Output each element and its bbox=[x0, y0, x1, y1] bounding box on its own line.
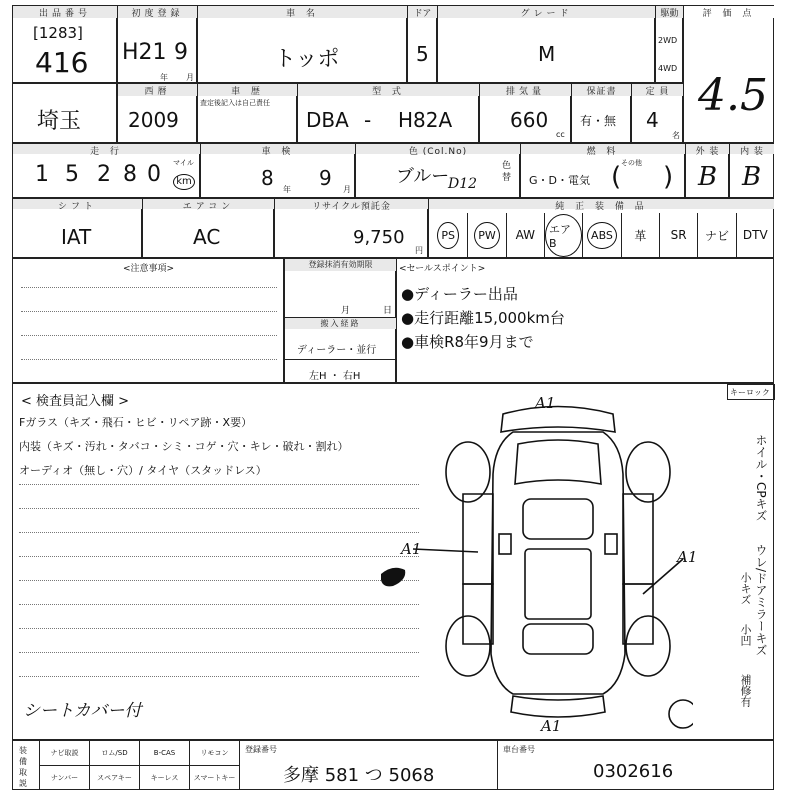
front-bumper-shape bbox=[501, 407, 615, 433]
model-code: H82A bbox=[398, 108, 453, 132]
model-label: 型 式 bbox=[298, 84, 479, 96]
bottom-row bbox=[12, 740, 774, 790]
year-label: 西暦 bbox=[118, 84, 197, 96]
recycle-value: 9,750 bbox=[353, 227, 405, 248]
caution-line bbox=[21, 335, 277, 336]
rear-bumper-shape bbox=[511, 696, 605, 717]
mileage-digit-2: 5 bbox=[65, 162, 79, 187]
mileage-digit-1: 1 bbox=[35, 162, 49, 187]
int-grade: B bbox=[742, 162, 762, 192]
inspection-valid-cell bbox=[284, 258, 396, 383]
doors: 5 bbox=[416, 42, 429, 66]
aircon: AC bbox=[193, 225, 221, 249]
warranty-cell bbox=[571, 83, 631, 143]
shaken-year: 8 bbox=[261, 166, 274, 190]
equipment-item bbox=[544, 213, 582, 257]
first-reg-era: H21 bbox=[122, 40, 167, 65]
accessory-item: ナンバー bbox=[39, 765, 89, 789]
keylock-label: キーロック bbox=[730, 388, 770, 397]
car-name-label: 車 名 bbox=[198, 6, 407, 18]
car-name: トッポ bbox=[274, 47, 340, 72]
seats-cell bbox=[631, 83, 683, 143]
recycle-cell bbox=[274, 198, 428, 258]
equipment-item-label: 革 bbox=[634, 228, 647, 243]
inspector-label: < 検査員記入欄 > bbox=[21, 394, 130, 409]
history-cell bbox=[197, 83, 297, 143]
lot-number: 416 bbox=[35, 46, 89, 79]
tire-rear-left bbox=[446, 616, 490, 676]
model-prefix: DBA bbox=[306, 108, 349, 132]
reg-number-label: 登録番号 bbox=[245, 745, 277, 754]
equipment-item bbox=[506, 213, 544, 257]
equipment-item bbox=[467, 213, 505, 257]
windshield bbox=[523, 499, 593, 539]
accessory-item: B-CAS bbox=[139, 741, 189, 765]
equipment-item-label: PW bbox=[474, 222, 500, 249]
shaken-year-unit: 年 bbox=[283, 185, 291, 194]
sales-point-label: <セールスポイント> bbox=[399, 264, 486, 274]
chassis-number: 0302616 bbox=[593, 761, 674, 782]
warranty-label: 保証書 bbox=[572, 84, 631, 96]
shift: IAT bbox=[61, 225, 92, 249]
year-cell bbox=[117, 83, 197, 143]
inspection-valid-month: 月 bbox=[341, 306, 351, 316]
mark-front: A1 bbox=[535, 394, 556, 412]
roof bbox=[525, 549, 591, 619]
equipment-item bbox=[659, 213, 697, 257]
displacement: 660 bbox=[510, 108, 549, 132]
legend-mirror: ウレ/ドアミラーキズ bbox=[754, 544, 768, 657]
shift-cell bbox=[12, 198, 142, 258]
warranty: 有・無 bbox=[580, 114, 617, 128]
sales-point-cell bbox=[396, 258, 774, 383]
equipment-item-label: DTV bbox=[742, 228, 768, 242]
grade-label: グレード bbox=[438, 6, 655, 18]
grade-cell bbox=[437, 5, 655, 83]
aircon-label: エアコン bbox=[143, 199, 274, 209]
color-code: D12 bbox=[448, 176, 478, 192]
first-reg-label: 初度登録 bbox=[118, 6, 197, 18]
accessory-item: ナビ取説 bbox=[39, 741, 89, 765]
model-dash: - bbox=[364, 108, 372, 132]
keylock-box bbox=[727, 384, 775, 400]
equipment-item bbox=[736, 213, 774, 257]
first-reg-month-unit: 月 bbox=[186, 73, 194, 82]
legend-repaired: 補修有 bbox=[739, 674, 752, 707]
route-value: ディーラー・並行 bbox=[297, 345, 377, 356]
inspection-valid-label: 登録抹消有効期限 bbox=[285, 259, 396, 271]
first-reg-year-unit: 年 bbox=[160, 73, 168, 82]
caution-line bbox=[21, 287, 277, 288]
equipment-item-label: ABS bbox=[587, 222, 617, 249]
prefecture: 埼玉 bbox=[37, 109, 82, 134]
left-front-door bbox=[463, 494, 493, 584]
mileage-label: 走 行 bbox=[13, 144, 200, 154]
spare-tire-circle bbox=[669, 700, 693, 728]
lot-cell bbox=[12, 5, 117, 83]
seats: 4 bbox=[646, 108, 659, 132]
inspection-valid-day: 日 bbox=[383, 306, 393, 316]
mark-rear: A1 bbox=[541, 717, 562, 735]
legend-small-scratch: 小キズ bbox=[739, 572, 752, 605]
equipment-list bbox=[429, 213, 774, 257]
handwritten-note: シートカバー付 bbox=[23, 701, 142, 721]
ext-cell bbox=[685, 143, 729, 198]
mileage-digit-3: 2 bbox=[97, 162, 111, 187]
lot-sub: [1283] bbox=[33, 24, 83, 42]
equipment-item bbox=[697, 213, 735, 257]
doors-label: ドア bbox=[408, 6, 437, 18]
ext-grade: B bbox=[698, 162, 718, 192]
displacement-label: 排気量 bbox=[480, 84, 571, 96]
inspector-line-1: Fガラス（キズ・飛石・ヒビ・リペア跡・X要） bbox=[19, 416, 253, 429]
history-note: 査定後記入は自己責任 bbox=[200, 99, 270, 107]
first-reg-month: 9 bbox=[174, 40, 188, 65]
chassis-label: 車台番号 bbox=[503, 745, 535, 754]
reg-number: 多摩 581 つ 5068 bbox=[283, 765, 435, 786]
score-label: 評 価 点 bbox=[684, 6, 774, 18]
equipment-item bbox=[621, 213, 659, 257]
aircon-cell bbox=[142, 198, 274, 258]
bottom-label-equip: 装備 bbox=[19, 746, 27, 766]
model-cell bbox=[297, 83, 479, 143]
int-label: 内 装 bbox=[730, 144, 774, 154]
fuel-label: 燃 料 bbox=[521, 144, 685, 154]
mileage-unit-mile: マイル bbox=[173, 159, 194, 167]
seats-unit: 名 bbox=[672, 131, 680, 140]
year: 2009 bbox=[128, 108, 179, 132]
caution-line bbox=[21, 311, 277, 312]
legend-wheel: ホイル・CPキズ bbox=[754, 434, 768, 522]
color-cell bbox=[355, 143, 520, 198]
prefecture-cell bbox=[12, 83, 117, 143]
ext-label: 外 装 bbox=[686, 144, 729, 154]
shaken-label: 車 検 bbox=[201, 144, 355, 154]
divider bbox=[285, 359, 396, 360]
caution-line bbox=[21, 359, 277, 360]
grade: M bbox=[538, 42, 556, 66]
bottom-label-manual: 取説 bbox=[19, 768, 27, 788]
fuel-bracket-close: ) bbox=[663, 162, 674, 192]
steering-side: 左H ・ 右H bbox=[309, 371, 361, 382]
equipment-item-label: SR bbox=[670, 228, 687, 242]
accessory-item: スマートキー bbox=[189, 765, 239, 789]
color-change-label: 色替 bbox=[502, 161, 512, 183]
shaken-cell bbox=[200, 143, 355, 198]
shaken-month: 9 bbox=[319, 166, 332, 190]
car-diagram bbox=[353, 384, 693, 741]
right-front-door bbox=[623, 494, 653, 584]
score: 4.5 bbox=[698, 70, 768, 121]
accessory-item: キーレス bbox=[139, 765, 189, 789]
color-label: 色 (Col.No) bbox=[356, 144, 520, 154]
left-mirror bbox=[499, 534, 511, 554]
mileage-cell bbox=[12, 143, 200, 198]
equipment-item-label: AW bbox=[515, 228, 536, 242]
left-mark-line bbox=[413, 549, 478, 552]
rear-window bbox=[523, 624, 593, 654]
color-name: ブルー bbox=[396, 166, 450, 187]
hood bbox=[515, 440, 601, 484]
doors-cell bbox=[407, 5, 437, 83]
divider bbox=[497, 741, 498, 789]
int-cell bbox=[729, 143, 774, 198]
bottom-accessory-grid bbox=[39, 741, 239, 789]
sales-point-2: ●走行距離15,000km台 bbox=[401, 309, 565, 327]
equipment-item-label: PS bbox=[437, 222, 459, 249]
tire-rear-right bbox=[626, 616, 670, 676]
equipment-item bbox=[582, 213, 620, 257]
mark-left: A1 bbox=[401, 540, 422, 558]
drive-label: 駆動 bbox=[656, 6, 683, 18]
equipment-item-label: エアB bbox=[545, 214, 582, 257]
caution-cell bbox=[12, 258, 284, 383]
mileage-digit-4: 8 bbox=[123, 162, 137, 187]
mileage-unit-km: km bbox=[173, 174, 195, 190]
lot-label: 出品番号 bbox=[13, 6, 117, 18]
mileage-digit-5: 0 bbox=[147, 162, 161, 187]
equipment-cell bbox=[428, 198, 774, 258]
accessory-item: リモコン bbox=[189, 741, 239, 765]
first-reg-cell bbox=[117, 5, 197, 83]
equipment-item bbox=[429, 213, 467, 257]
inspector-area bbox=[12, 383, 774, 740]
inspector-line-2: 内装（キズ・汚れ・タバコ・シミ・コゲ・穴・キレ・破れ・割れ） bbox=[19, 440, 349, 453]
accessory-item: スペアキー bbox=[89, 765, 139, 789]
equipment-item-label: ナビ bbox=[704, 228, 729, 243]
drive-4wd: 4WD bbox=[658, 64, 678, 73]
sales-point-1: ●ディーラー出品 bbox=[401, 285, 518, 303]
accessory-item: ロム/SD bbox=[89, 741, 139, 765]
fuel-cell bbox=[520, 143, 685, 198]
divider bbox=[239, 741, 240, 789]
caution-label: <注意事項> bbox=[123, 264, 175, 274]
history-label: 車 歴 bbox=[198, 84, 297, 96]
fuel-other-label: その他 bbox=[621, 159, 642, 167]
displacement-cell bbox=[479, 83, 571, 143]
right-mirror bbox=[605, 534, 617, 554]
sales-point-3: ●車検R8年9月まで bbox=[401, 333, 534, 351]
drive-cell bbox=[655, 5, 683, 83]
ink-blot bbox=[381, 568, 405, 587]
seats-label: 定 員 bbox=[632, 84, 683, 96]
recycle-unit: 円 bbox=[415, 246, 423, 255]
shift-label: シフト bbox=[13, 199, 142, 209]
fuel-options: G・D・電気 bbox=[529, 174, 590, 187]
displacement-unit: cc bbox=[556, 130, 565, 139]
inspector-line-3: オーディオ（無し・穴）/ タイヤ（スタッドレス） bbox=[19, 464, 267, 477]
drive-2wd: 2WD bbox=[658, 36, 678, 45]
legend-small-dent: 小凹 bbox=[739, 624, 752, 646]
equipment-label: 純 正 装 備 品 bbox=[429, 199, 774, 209]
fuel-bracket-open: ( bbox=[611, 162, 622, 192]
shaken-month-unit: 月 bbox=[343, 185, 351, 194]
tire-front-right bbox=[626, 442, 670, 502]
tire-front-left bbox=[446, 442, 490, 502]
route-label: 搬入経路 bbox=[285, 318, 396, 329]
score-cell bbox=[683, 5, 774, 143]
mark-right: A1 bbox=[677, 548, 698, 566]
car-name-cell bbox=[197, 5, 407, 83]
recycle-label: リサイクル預託金 bbox=[275, 199, 428, 209]
